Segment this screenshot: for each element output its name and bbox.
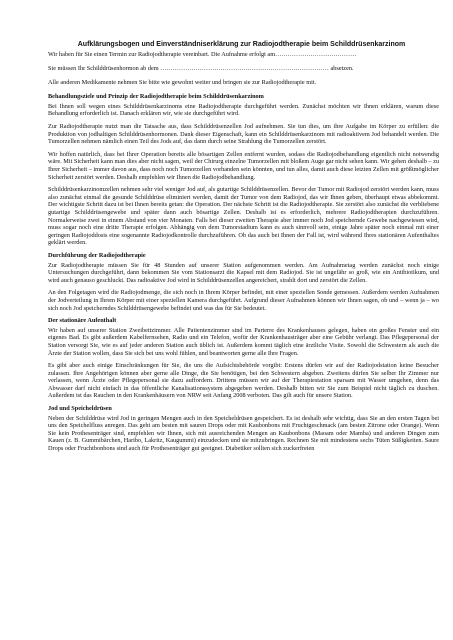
intro-block	[30, 51, 439, 87]
section-heading: Jod und Speicheldrüsen	[48, 405, 112, 413]
section-procedure	[30, 252, 439, 312]
paragraph: Zur Radiojodtherapie nutzt man die Tatsache aus, dass Schilddrüsenzellen Jod aufnehmen. Sie tun dies, um ihre Aufgabe im Körper zu erfüllen: die Produktion von jodhaltigen Schilddrüsenhormonen. Dank dieser Eigenschaft, kann ein Schilddrüsenkarzinom mit radioaktivem Jod behandelt werden. Die Tumorzellen nehmen nämlich einen Teil des Jods auf, das dann durch seine Strahlung die Tumorzellen zerstört.	[48, 123, 439, 146]
paragraph: Zur Radiojodtherapie müssen Sie für 48 Stunden auf unserer Station aufgenommen werden. Am Aufnahmetag werden zunächst noch einige Untersuchungen durchgeführt, dann bekommen Sie vom Stationsarzt die Kapsel mit dem Radiojod. Sie ist ungefähr so groß, wie ein Antibiotikum, und wird auch genauso geschluckt. Das radioaktive Jod wird in Schilddrüsenzellen angereichert, strahlt dort und zerstört die Zellen.	[48, 261, 439, 284]
paragraph: Neben der Schilddrüse wird Jod in geringen Mengen auch in den Speicheldrüsen gespeichert. Es ist deshalb sehr wichtig, dass Sie an den ersten Tagen bei uns den Speichelfluss anregen. Das geht am besten mit sauren Drops oder mit Kaubonbons mit Fruchtgeschmack (am besten Zitrone oder Orange). Wenn Sie kein Prothesenträger sind, empfehlen wir Ihnen, sich mit ausreichenden Mengen an Kaubonbons (Maoam oder Mamba) und anderen Dingen zum Kauen (z. B. Gummibärchen, Haribo, Lakritz, Kaugummi) einzudecken und sie mitzubringen. Rechnen Sie mit mindestens sechs Tüten Süßigkeiten. Saure Drops oder Fruchtbonbons sind auch für Prothesenträger gut geeignet. Diabetiker sollten sich zuckerfreien	[48, 414, 439, 453]
paragraph: Es gibt aber auch einige Einschränkungen für Sie, die uns die Aufsichtsbehörde vorgibt: Erstens dürfen wir auf der Radiojodstation keine Besucher zulassen. Ihre Angehörigen können aber gerne alle Dinge, die Sie benötigen, bei den Schwestern abgeben. Zweitens dürfen Sie selber Ihr Zimmer nur verlassen, wenn Ärzte oder Pflegepersonal sie dazu auffordern. Drittens müssen wir auf der Therapiestation sparsam mit Wasser umgehen, denn das Abwasser darf nicht einfach in das öffentliche Kanalisationssystem abgegeben werden. Deshalb bitten wir Sie zum Beispiel nicht täglich zu duschen. Außerdem ist das Rauchen in den Krankenhäusern von NRW seit Anfang 2008 verboten. Das gilt auch für unsere Station.	[48, 362, 439, 400]
intro-line-medication: Alle anderen Medikamente nehmen Sie bitte wie gewohnt weiter und bringen sie zur Radiojodtherapie mit.	[48, 79, 317, 87]
intro-line-appointment: Wir haben für Sie einen Termin zur Radiojodtherapie vereinbart. Die Aufnahme erfolgt am…………………………………	[48, 51, 357, 58]
document-title: Aufklärungsbogen und Einverständniserklärung zur Radiojodtherapie beim Schilddrüsenkarzinom	[77, 41, 406, 48]
section-heading: Behandlungsziele und Prinzip der Radiojodtherapie beim Schilddrüsenkarzinom	[48, 93, 264, 101]
paragraph: Wir hoffen natürlich, dass bei Ihrer Operation bereits alle bösartigen Zellen entfernt wurden, sodass die Radiojodbehandlung eigentlich nicht notwendig wäre. Mit Sicherheit kann man dies aber nicht sagen, weil der Chirurg einzelne Tumorzellen mit bloßem Auge gar nicht sehen kann. Wir gehen deshalb – zu Ihrer Sicherheit – immer davon aus, dass noch noch Tumorzellen vorhanden sein könnten, und tun alles, damit auch diese letzten Zellen mit größtmöglicher Sicherheit zerstört werden. Deshalb empfehlen wir Ihnen die Radiojodbehandlung.	[48, 150, 439, 181]
paragraph: Schilddrüsenkarzinomzellen nehmen sehr viel weniger Jod auf, als gutartige Schilddrüsenzellen. Bevor der Tumor mit Radiojod zerstört werden kann, muss also zunächst einmal die gesunde Schilddrüse eliminiert werden, damit der Tumor von dem Radiojod, das wir Ihnen geben, überhaupt etwas abbekommt. Der wichtigste Schritt dazu ist bei Ihnen bereits getan: die Operation. Der nächste Schritt ist die Radiojodtherapie. Sie zerstört also zunächst die verbliebene gutartige Schilddrüsengewebe und später dann auch bösartige Zellen. Deshalb ist es erforderlich, mehrere Radiojodtherapien durchzuführen. Normalerweise zwei in einem Abstand von vier Monaten. Falls bei dieser zweiten Therapie aber immer noch Jod speichernde Gewebe nachgewiesen wird, muss sogar noch eine dritte Therapie erfolgen. Abhängig von dem Tumorstadium kann es auch sinnvoll sein, einige Jahre später noch einmal mit einer geringen Radiojoddosis eine sogenannte Radiojodkontrolle durchzuführen. Ob das auch bei Ihnen der Fall ist, wird während Ihres stationären Aufenthaltes geklärt werden.	[48, 186, 439, 247]
intro-line-hormone: Sie müssen Ihr Schilddrüsenhormon ab dem ……………………………………………………………………… absetzen.	[48, 65, 354, 73]
paragraph: Bei Ihnen soll wegen eines Schilddrüsenkarzinoms eine Radiojodtherapie durchgeführt werden. Zunächst möchten wir Ihnen erklären, warum diese Behandlung erforderlich ist. Danach erklären wir, wie sie durchgeführt wird.	[48, 102, 439, 118]
section-goals	[30, 93, 439, 247]
section-heading: Durchführung der Radiojodtherapie	[48, 251, 146, 259]
paragraph: Wir haben auf unserer Station Zweibettzimmer. Alle Patientenzimmer sind im Parterre des Krankenhauses gelegen, haben ein großes Fenster und ein eigenes Bad. Es gibt außerdem Kabelfernsehen, Radio und ein Telefon, wofür der Krankenhausträger aber eine Gebühr verlangt. Das Pflegepersonal der Station versorgt Sie, wie es auf jeder anderen Station auch üblich ist. Außerdem kommt täglich eine ärztliche Visite. Sowohl die Schwestern als auch die Ärzte der Station wollen, dass Sie sich bei uns wohl fühlen, und beantworten gerne alle Ihre Fragen.	[48, 326, 439, 357]
section-heading: Der stationäre Aufenthalt	[48, 317, 117, 325]
paragraph: An den Folgetagen wird die Radiojodmenge, die sich noch in Ihrem Körper befindet, mit einer speziellen Sonde gemessen. Außerdem werden Aufnahmen der Jodverteilung in Ihrem Körper mit einer speziellen Kamera durchgeführt. Aufgrund dieser Aufnahmen können wir Ihnen sagen, ob und – wenn ja – wo sich noch Jod speicherndes Schilddrüsengewebe befindet und was das für Sie bedeutet.	[48, 289, 439, 312]
section-salivary-glands	[30, 405, 439, 453]
section-stay	[30, 317, 439, 400]
